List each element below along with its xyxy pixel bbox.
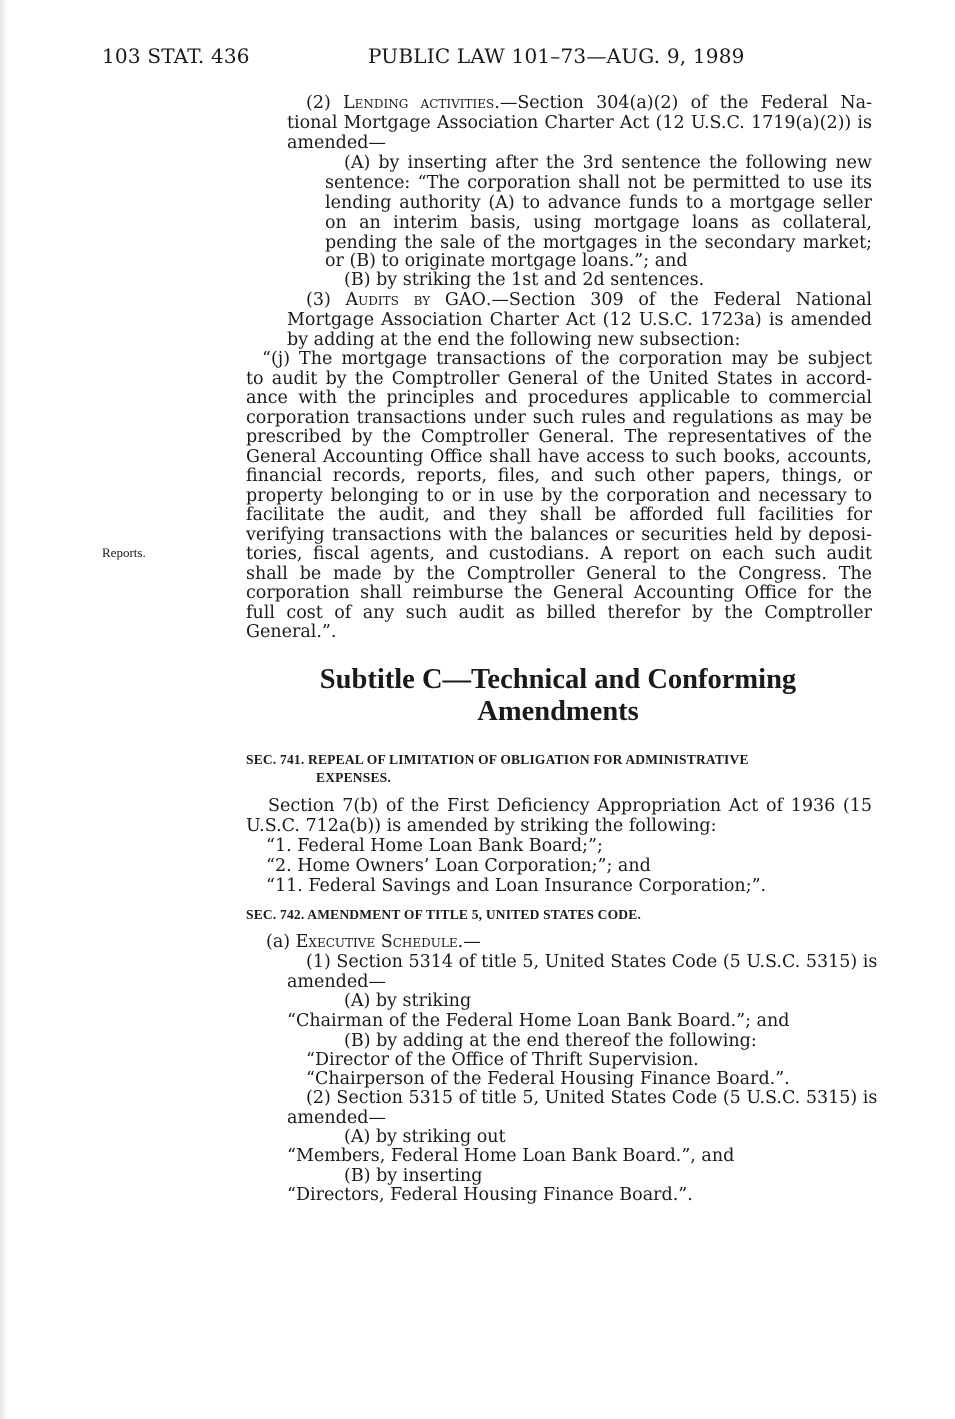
audits-heading: Audits by GAO <box>345 290 486 310</box>
sec-742-para-2-line-2: amended— <box>287 1108 386 1128</box>
subtitle-heading-line-1: Subtitle C—Technical and Conforming <box>319 664 797 695</box>
subsection-j-line-8: property belonging to or in use by the corporation and necessary to <box>246 486 872 506</box>
subsection-j-line-4: corporation transactions under such rules and regulations as may be <box>246 408 872 428</box>
subsection-j-line-9: facilitate the audit, and they shall be afforded full facilities for <box>246 505 872 525</box>
sec-742-para-2-b-quote: “Directors, Federal Housing Finance Board.”. <box>287 1185 693 1205</box>
lending-a-line-4: on an interim basis, using mortgage loans as collateral, <box>325 213 872 233</box>
lending-a-line-2: sentence: “The corporation shall not be permitted to use its <box>325 173 872 193</box>
sec-742-para-2-b: (B) by inserting <box>344 1166 483 1186</box>
sec-742-para-1-a-quote: “Chairman of the Federal Home Loan Bank Board.”; and <box>287 1011 790 1031</box>
sec-742-heading: SEC. 742. AMENDMENT OF TITLE 5, UNITED STATES CODE. <box>246 907 642 922</box>
subsection-j-line-10: verifying transactions with the balances or securities held by deposi- <box>246 525 872 545</box>
sec-742-subsection-a: (a) Executive Schedule.— <box>266 932 481 952</box>
lending-line-1: (2) Lending activities.—Section 304(a)(2) of the Federal Na- <box>306 93 872 113</box>
sec-742-para-2-a: (A) by striking out <box>344 1127 506 1147</box>
sec-741-item-1: “1. Federal Home Loan Bank Board;”; <box>266 836 603 856</box>
subsection-j-line-3: ance with the principles and procedures applicable to commercial <box>246 388 872 408</box>
subsection-j-line-7: financial records, reports, files, and such other papers, things, or <box>246 466 872 486</box>
lending-a-line-1: (A) by inserting after the 3rd sentence the following new <box>344 153 872 173</box>
sec-742-para-1-b-quote-1: “Director of the Office of Thrift Supervision. <box>306 1050 699 1070</box>
margin-note-reports: Reports. <box>102 545 146 560</box>
sec-742-para-2-line-1: (2) Section 5315 of title 5, United States Code (5 U.S.C. 5315) is <box>306 1088 878 1108</box>
lending-line-3: amended— <box>287 133 386 153</box>
sec-741-line-1: Section 7(b) of the First Deficiency Appropriation Act of 1936 (15 <box>268 796 872 816</box>
statute-page-number: 103 STAT. 436 <box>102 44 250 68</box>
sec-741-item-2: “2. Home Owners’ Loan Corporation;”; and <box>266 856 651 876</box>
subsection-j-line-11: tories, fiscal agents, and custodians. A report on each such audit <box>246 544 872 564</box>
public-law-header: PUBLIC LAW 101–73—AUG. 9, 1989 <box>368 44 745 68</box>
audits-line-2: Mortgage Association Charter Act (12 U.S.C. 1723a) is amended <box>287 310 872 330</box>
subsection-j-line-2: to audit by the Comptroller General of the United States in accord- <box>246 369 872 389</box>
sec-742-para-2-a-quote: “Members, Federal Home Loan Bank Board.”, and <box>287 1146 735 1166</box>
sec-742-para-1-b: (B) by adding at the end thereof the following: <box>344 1031 757 1051</box>
sec-742-para-1-b-quote-2: “Chairperson of the Federal Housing Finance Board.”. <box>306 1069 790 1089</box>
sec-742-para-1-line-1: (1) Section 5314 of title 5, United States Code (5 U.S.C. 5315) is <box>306 952 878 972</box>
audits-line-3: by adding at the end the following new subsection: <box>287 330 741 350</box>
lending-heading: Lending activities <box>343 93 495 113</box>
subsection-j-line-13: corporation shall reimburse the General Accounting Office for the <box>246 583 872 603</box>
executive-schedule-heading: Executive Schedule <box>295 932 458 952</box>
sec-741-heading-line-1: SEC. 741. REPEAL OF LIMITATION OF OBLIGATION FOR ADMINISTRATIVE <box>246 752 749 767</box>
sec-742-para-1-line-2: amended— <box>287 972 386 992</box>
lending-b-line-1: (B) by striking the 1st and 2d sentences. <box>344 270 705 290</box>
subsection-j-line-15: General.”. <box>246 622 337 642</box>
lending-line-2: tional Mortgage Association Charter Act (12 U.S.C. 1719(a)(2)) is <box>287 113 872 133</box>
subsection-j-line-5: prescribed by the Comptroller General. The representatives of the <box>246 427 872 447</box>
subsection-j-line-1: “(j) The mortgage transactions of the corporation may be subject <box>262 349 872 369</box>
sec-741-item-3: “11. Federal Savings and Loan Insurance Corporation;”. <box>266 876 767 896</box>
subsection-j-line-14: full cost of any such audit as billed therefor by the Comptroller <box>246 603 872 623</box>
lending-a-line-6: or (B) to originate mortgage loans.”; and <box>325 251 688 271</box>
subsection-j-line-12: shall be made by the Comptroller General to the Congress. The <box>246 564 872 584</box>
lending-a-line-5: pending the sale of the mortgages in the secondary market; <box>325 233 872 253</box>
sec-742-para-1-a: (A) by striking <box>344 991 472 1011</box>
sec-741-heading-line-2: EXPENSES. <box>316 770 391 785</box>
subtitle-heading-line-2: Amendments <box>477 696 639 727</box>
page-scan-edge <box>0 0 8 1419</box>
lending-a-line-3: lending authority (A) to advance funds to a mortgage seller <box>325 193 872 213</box>
subsection-j-line-6: General Accounting Office shall have access to such books, accounts, <box>246 447 872 467</box>
audits-line-1: (3) Audits by GAO.—Section 309 of the Federal National <box>306 290 872 310</box>
sec-741-line-2: U.S.C. 712a(b)) is amended by striking the following: <box>246 816 717 836</box>
